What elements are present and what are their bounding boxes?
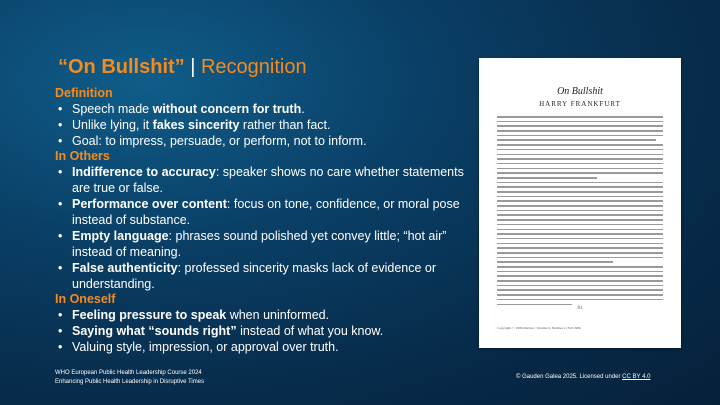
footer-course-name: WHO European Public Health Leadership Course 2024 [55,370,202,376]
text-line [497,125,663,127]
section-heading-in-others: In Others [55,149,110,163]
text-line [497,219,663,221]
essay-body-text [497,116,663,308]
title-separator: | [184,56,201,78]
text-line [497,289,663,291]
essay-page-image [479,58,681,348]
text-line [497,182,663,184]
text-line [497,214,663,216]
text-line [497,121,663,123]
text-line [497,130,663,132]
text-line [497,261,613,263]
essay-title: On Bullshit [557,86,603,97]
text-line [497,149,663,151]
text-line [497,196,663,198]
list-item: • Speech made without concern for truth. [55,101,465,117]
section-heading-definition: Definition [55,86,113,100]
list-item: • Empty language: phrases sound polished yet convey little; “hot air” instead of meaning. [55,228,465,260]
in-oneself-list [55,307,465,355]
text-line [497,186,663,188]
list-item: • Saying what “sounds right” instead of what you know. [55,323,465,339]
text-line [497,116,663,118]
list-item: • Goal: to impress, persuade, or perform, not to inform. [55,133,465,149]
text-line [497,304,572,306]
list-item: • False authenticity: professed sincerity masks lack of evidence or understanding. [55,260,465,292]
in-others-list [55,164,465,292]
list-item: • Indifference to accuracy: speaker shows no care whether statements are true or false. [55,164,465,196]
list-item: • Performance over content: focus on tone, confidence, or moral pose instead of substance. [55,196,465,228]
definition-list [55,101,465,149]
content-body [55,86,465,355]
footer-course [55,369,204,387]
slide-title [58,56,307,79]
text-line [497,238,663,240]
text-line [497,191,663,193]
text-line [497,168,663,170]
text-line [497,294,663,296]
text-line [497,233,663,235]
text-line [497,257,663,259]
text-line [497,163,663,165]
essay-copyright: Copyright © 1986 Raritan / Volume 6, Number 2, Fall 1986 [497,326,581,330]
text-line [497,299,663,301]
title-sub: Recognition [200,56,307,78]
text-line [497,177,597,179]
footer-credit [516,374,650,380]
text-line [497,210,663,212]
section-heading-in-oneself: In Oneself [55,292,116,306]
text-line [497,200,663,202]
text-line [497,247,663,249]
title-main: “On Bullshit” [58,56,185,78]
text-line [497,275,663,277]
text-line [497,252,663,254]
text-line [497,205,663,207]
text-line [497,285,663,287]
text-line [497,172,663,174]
text-line [497,229,663,231]
list-item: • Unlike lying, it fakes sincerity rather than fact. [55,117,465,133]
text-line [497,280,663,282]
text-line [497,271,663,273]
text-line [497,154,663,156]
list-item: • Feeling pressure to speak when uninformed. [55,307,465,323]
text-line [497,135,663,137]
text-line [497,144,663,146]
essay-page-number: 81 [577,306,583,311]
text-line [497,139,656,141]
essay-author: HARRY FRANKFURT [539,100,621,108]
list-item: • Valuing style, impression, or approval over truth. [55,339,465,355]
footer-course-subtitle: Enhancing Public Health Leadership in Disruptive Times [55,379,205,385]
text-line [497,243,663,245]
text-line [497,266,663,268]
text-line [497,158,663,160]
footer-copyright: © Gauden Galea 2025. Licensed under [516,374,623,380]
license-link[interactable]: CC BY 4.0 [622,374,651,380]
text-line [497,224,663,226]
